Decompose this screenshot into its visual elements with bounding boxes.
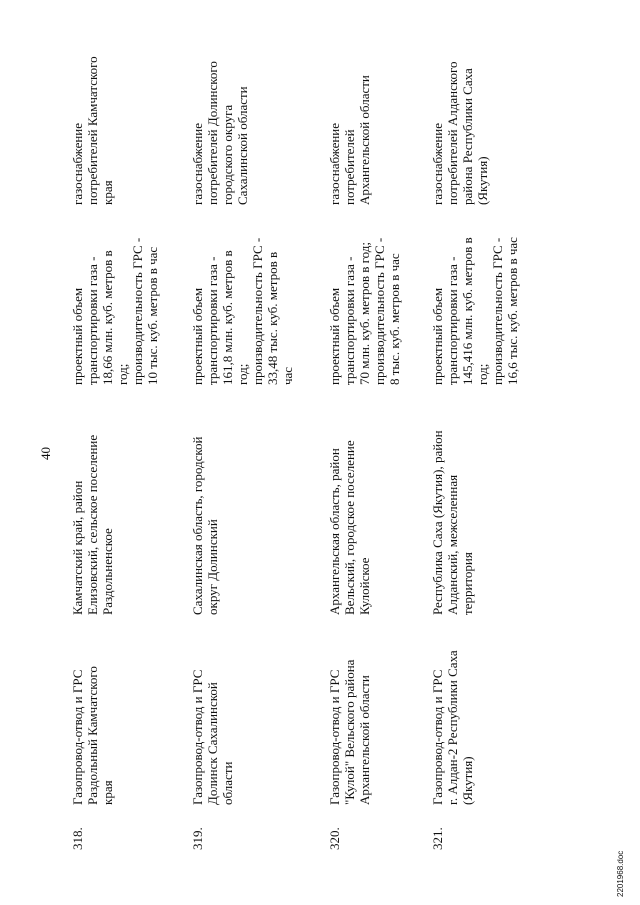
object-purpose-line: потребителей Долинского [205,61,220,205]
object-name-line: края [100,780,115,805]
object-parameters-line: 33,48 тыс. куб. метров в [265,251,280,385]
object-purpose-line: района Республики Саха [460,68,475,205]
object-name-line: "Кулой" Вельского района [342,659,357,805]
object-location-line: Алданский, межселенная [445,474,460,615]
row-number: 318. [70,827,85,850]
object-name [190,630,235,805]
object-purpose-line: (Якутия) [475,156,490,205]
object-location-line: Камчатский край, район [70,480,85,615]
object-name-line: Архангельской области [357,675,372,805]
object-parameters-line: транспортировки газа - [445,256,460,385]
object-location [190,395,220,615]
object-location [70,395,115,615]
object-name-line: Раздольный Камчатского [85,666,100,805]
object-parameters-line: 145,416 млн. куб. метров в [460,237,475,385]
object-purpose-line: потребителей Алданского [445,61,460,205]
object-purpose-line: края [100,180,115,205]
object-parameters-line: 70 млн. куб. метров в год; [357,242,372,385]
object-location-line: территория [460,552,475,615]
object-parameters-line: транспортировки газа - [342,256,357,385]
object-purpose-line: потребителей [342,129,357,205]
object-parameters-line: транспортировки газа - [85,256,100,385]
object-purpose-line: Архангельской области [357,75,372,205]
object-purpose-line: городского округа [220,104,235,205]
object-location-line: Архангельская область, район [327,448,342,615]
object-name-line: Долинск Сахалинской [205,682,220,805]
object-parameters-line: проектный объем [190,287,205,385]
object-parameters-line: 8 тыс. куб. метров в час [387,253,402,385]
object-parameters-line: 161,8 млн. куб. метров в [220,250,235,385]
object-purpose [190,30,250,205]
object-parameters-line: час [280,366,295,385]
object-parameters-line: 16,6 тыс. куб. метров в час [505,237,520,385]
object-parameters-line: 10 тыс. куб. метров в час [145,246,160,385]
object-purpose [70,30,115,205]
object-location [327,395,372,615]
object-parameters-line: производительность ГРС - [372,237,387,385]
row-number: 320. [327,827,342,850]
object-name-line: Газопровод-отвод и ГРС [70,669,85,805]
object-parameters-line: 18,66 млн. куб. метров в [100,250,115,385]
object-parameters-line: производительность ГРС - [250,237,265,385]
object-name-line: (Якутия) [460,756,475,805]
object-parameters-line: производительность ГРС - [130,237,145,385]
object-location-line: Кулойское [357,557,372,615]
object-name-line: г. Алдан-2 Республики Саха [445,650,460,805]
object-purpose-line: газоснабжение [327,122,342,205]
object-purpose-line: газоснабжение [190,122,205,205]
object-location-line: Вельский, городское поселение [342,440,357,615]
row-number: 319. [190,827,205,850]
object-location-line: Республика Саха (Якутия), район [430,430,445,615]
object-location-line: Елизовский, сельское поселение [85,434,100,615]
object-purpose [327,30,372,205]
object-purpose-line: газоснабжение [70,122,85,205]
object-parameters [327,213,402,385]
object-name-line: Газопровод-отвод и ГРС [190,669,205,805]
object-parameters-line: проектный объем [327,287,342,385]
object-name-line: области [220,761,235,805]
object-parameters [70,213,160,385]
object-parameters-line: год; [475,363,490,385]
footer-doc-code: 2201968.doc [616,850,625,897]
object-parameters-line: производительность ГРС - [490,237,505,385]
object-name [70,630,115,805]
object-parameters-line: год; [115,363,130,385]
object-purpose [430,30,490,205]
object-location-line: Сахалинская область, городской [190,436,205,615]
object-name-line: Газопровод-отвод и ГРС [430,669,445,805]
object-purpose-line: потребителей Камчатского [85,56,100,205]
row-number: 321. [430,827,445,850]
object-name-line: Газопровод-отвод и ГРС [327,669,342,805]
object-purpose-line: газоснабжение [430,122,445,205]
object-parameters-line: проектный объем [70,287,85,385]
object-name [430,630,475,805]
object-name [327,630,372,805]
object-parameters-line: транспортировки газа - [205,256,220,385]
object-parameters-line: год; [235,363,250,385]
object-parameters [430,213,520,385]
object-parameters-line: проектный объем [430,287,445,385]
page-number: 40 [38,447,53,460]
object-location-line: округ Долинский [205,519,220,615]
object-purpose-line: Сахалинской области [235,86,250,205]
object-location [430,395,475,615]
object-location-line: Раздольненское [100,528,115,615]
object-parameters [190,213,295,385]
